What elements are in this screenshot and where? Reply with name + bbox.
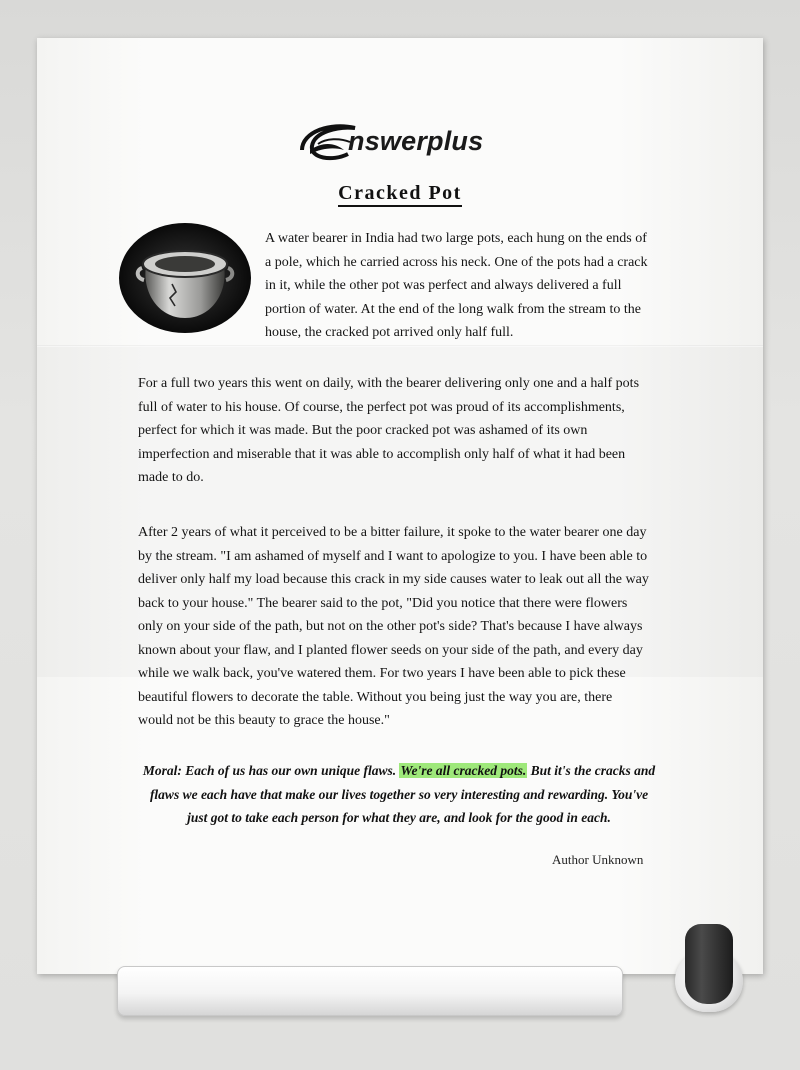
story-paragraph-1: A water bearer in India had two large pots, each hung on the ends of a pole, which he carried across his neck. One of the pots had a crack in it, while the other pot was perfect and always delivered a full portion of water. At the end of the long walk from the stream to the house, the cracked pot arrived only half full. [265,231,648,340]
author-credit: Author Unknown [552,852,644,867]
paper-fold-crease [37,345,763,347]
story-paragraph-2: For a full two years this went on daily, with the bearer delivering only one and a half pots full of water to his house. Of course, the perfect pot was proud of its accomplishments, perfect for which it was made. But the poor cracked pot was ashamed of its own imperfection and miserable that it was able to accomplish only half of what it had been made to do. [138,376,640,485]
moral-rest: But it's the cracks and flaws we each have that make our lives together so very interesting and rewarding. You've just got to take each person for what they are, and look for the good in each. [149,763,656,825]
moral-intro: Moral: Each of us has our own unique flaws. [142,763,400,778]
magnetic-clip-icon [685,924,733,1004]
paper-holder-bar [117,966,623,1016]
cracked-pot-image-icon [118,222,252,334]
logo-wordmark: nswerplus [348,126,484,156]
document-title: Cracked Pot [0,182,800,205]
moral-text [140,759,658,830]
story-paragraph-3: After 2 years of what it perceived to be a bitter failure, it spoke to the water bearer one day by the stream. "I am ashamed of myself and I want to apologize to you. I have been able to deliver only half my load because this crack in my side causes water to leak out all the way back to your house." The bearer said to the pot, "Did you notice that there were flowers only on your side of the path, but not on the other pot's side? That's because I have always known about your flaw, and I planted flower seeds on your side of the path, and every day while we walk back, you've watered them. For two years I have been able to pick these beautiful flowers to decorate the table. Without you being just the way you are, there would not be this beauty to grace the house." [138,525,649,728]
moral-highlight: We're all cracked pots. [400,763,527,778]
